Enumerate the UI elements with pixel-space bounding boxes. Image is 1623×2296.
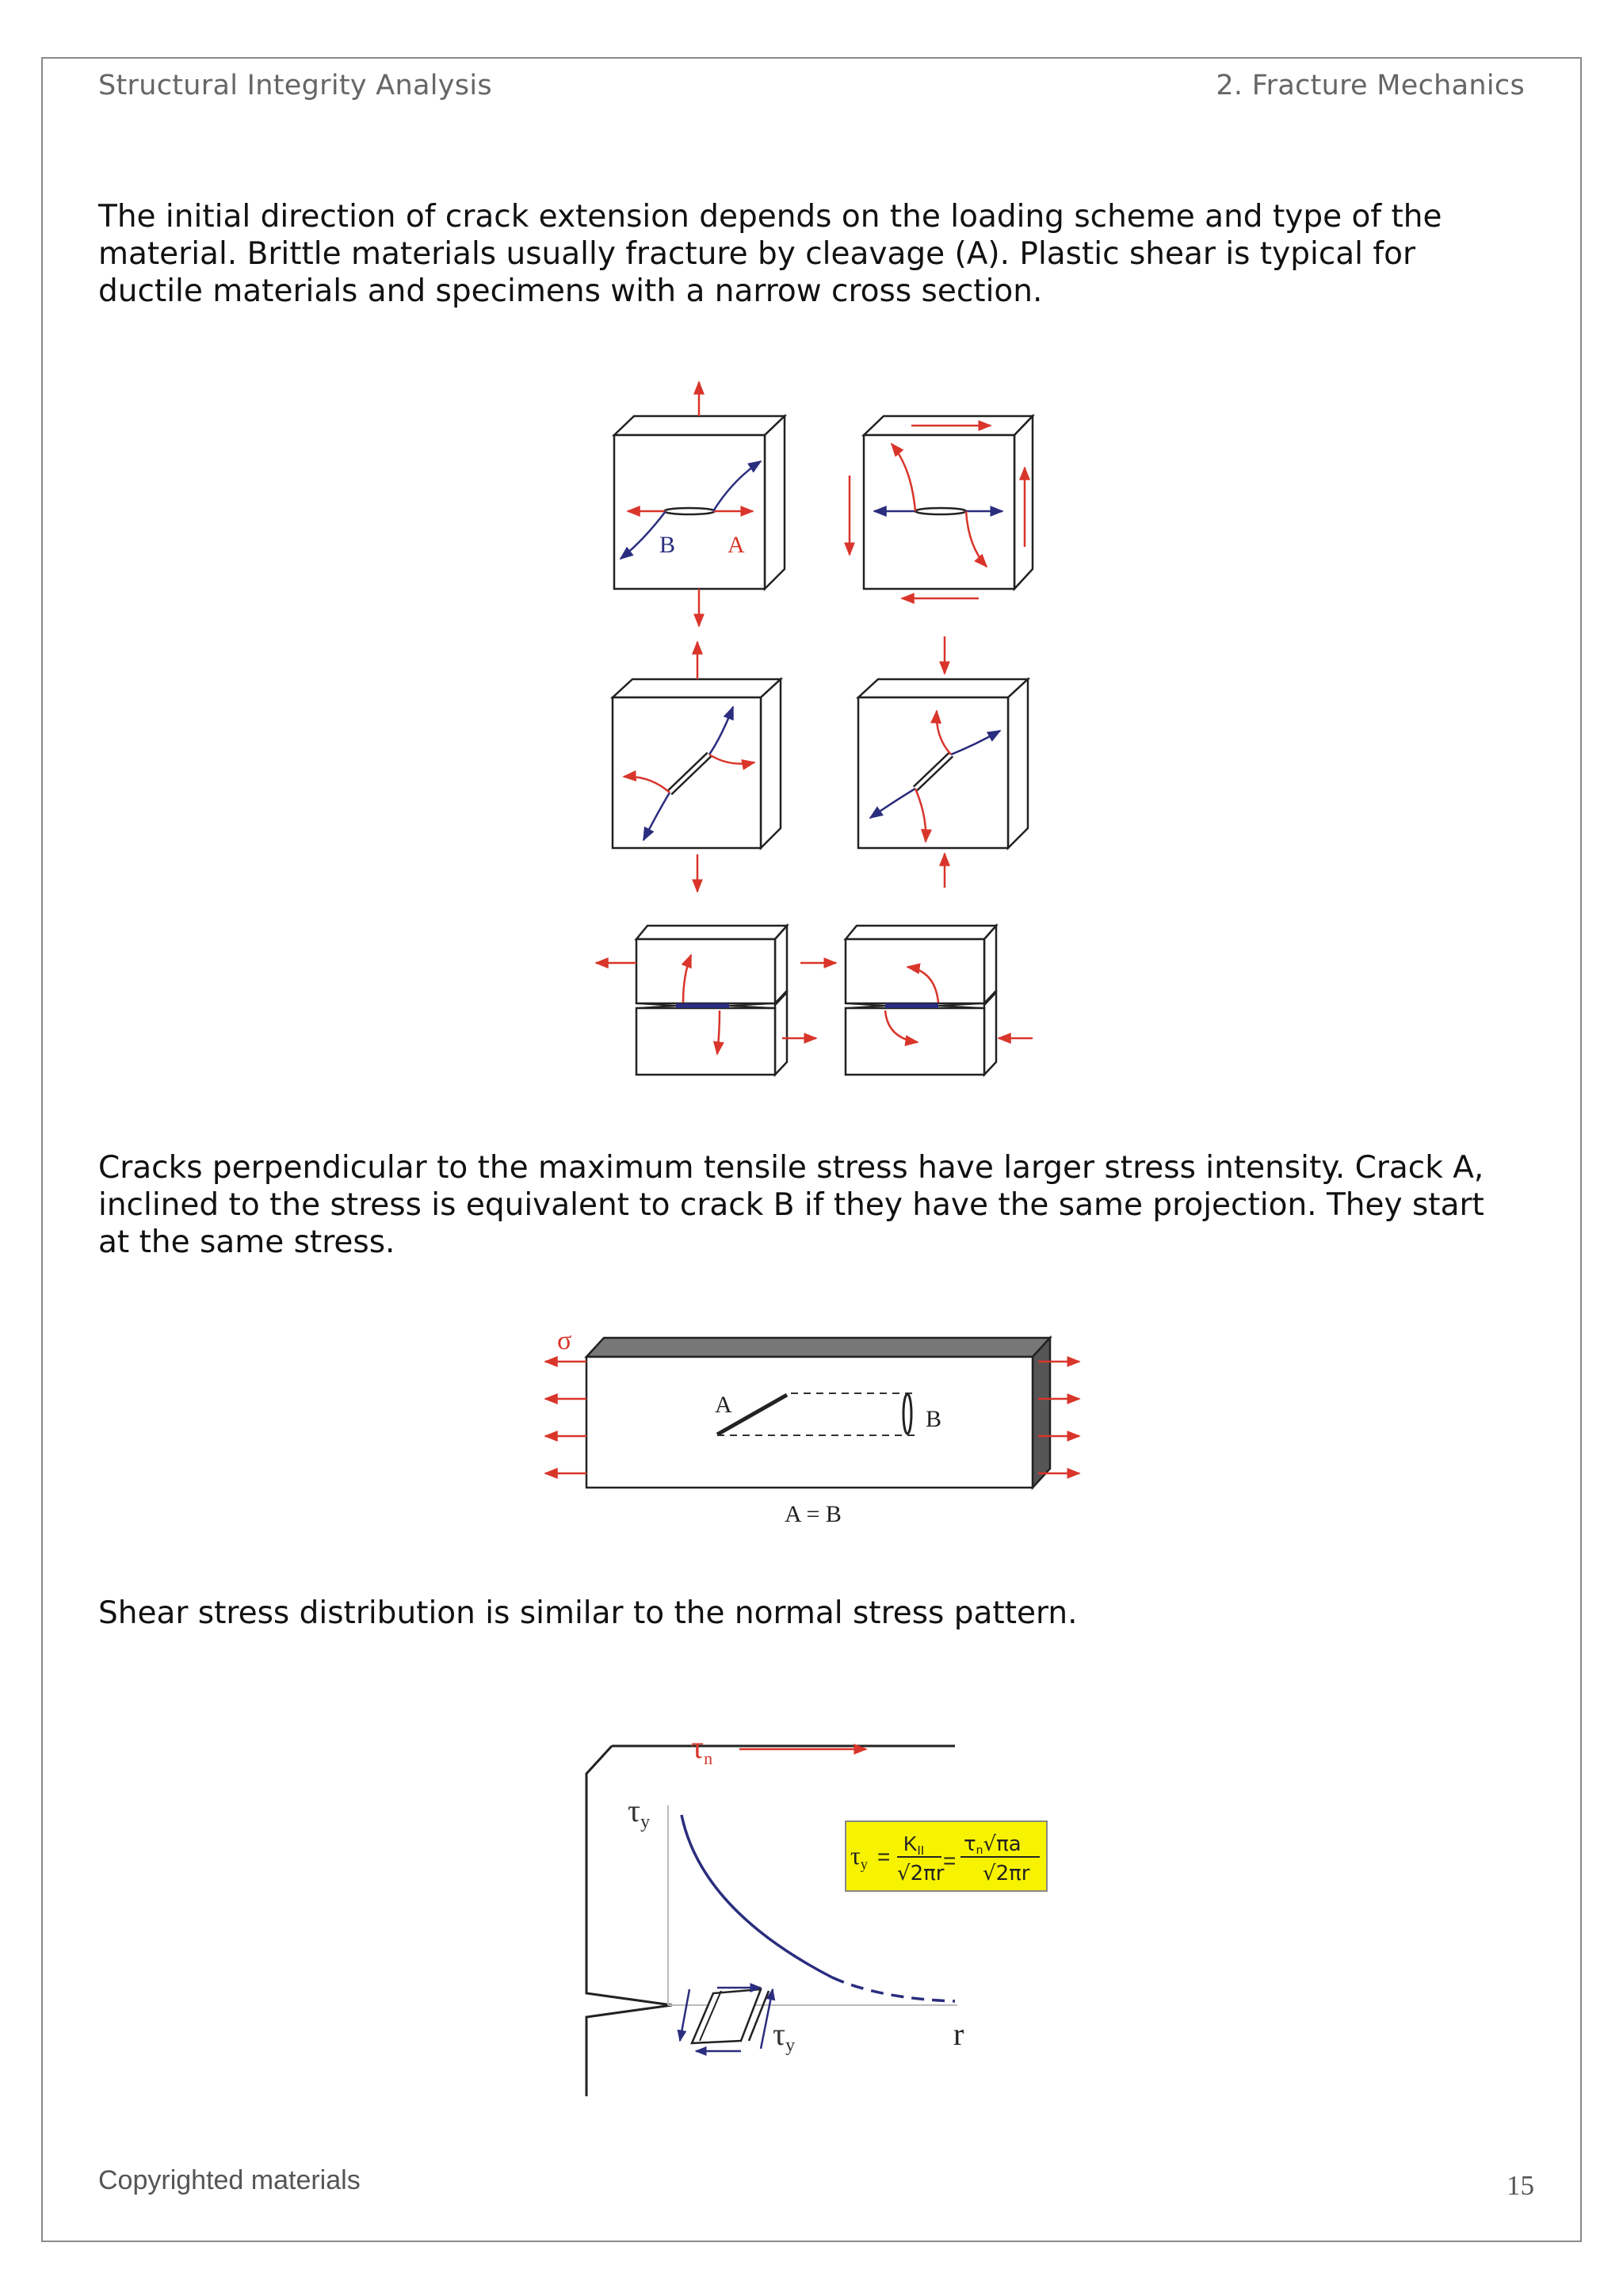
formula-num2: τn√πa	[964, 1832, 1022, 1857]
label-crack-b: B	[926, 1406, 942, 1432]
shear-element	[680, 1988, 773, 2051]
label-tau-y-axis: $\tau_y$	[628, 1793, 651, 1832]
formula-num1: KII	[903, 1832, 925, 1858]
label-tau-y-element: $\tau_y$	[773, 2016, 796, 2056]
stress-curve-dashed	[832, 1977, 955, 2001]
stress-curve-solid	[682, 1815, 832, 1977]
label-a-box1: A	[727, 532, 745, 558]
specimen-outline	[586, 1746, 955, 2096]
formula-box	[846, 1821, 1047, 1891]
formula-eq1: =	[877, 1844, 891, 1869]
formula-lhs: τy	[850, 1841, 868, 1872]
footer-copyright: Copyrighted materials	[98, 2165, 361, 2195]
label-tau-n: $\tau_n$	[691, 1729, 713, 1768]
paragraph-crack-equivalence: Cracks perpendicular to the maximum tensile stress have larger stress intensity. Crack A, inclined to the stress is equivalent to crack B if they have the same projection. They start at the same stress.	[98, 1150, 1484, 1260]
paragraph-crack-direction: The initial direction of crack extension depends on the loading scheme and type of the material. Brittle materials usually fracture by cleavage (A). Plastic shear is typical for ductile materials and specimens with a narrow cross section.	[98, 199, 1442, 309]
page-number: 15	[1507, 2170, 1534, 2201]
running-header-title: Structural Integrity Analysis	[98, 70, 492, 101]
label-b-box1: B	[659, 532, 676, 558]
paragraph-shear-stress: Shear stress distribution is similar to the normal stress pattern.	[98, 1595, 1078, 1631]
label-sigma: σ	[557, 1326, 572, 1355]
formula-den1: √2πr	[897, 1862, 945, 1885]
label-r: r	[953, 2016, 964, 2052]
formula-den2: √2πr	[983, 1862, 1030, 1885]
label-a-equals-b: A = B	[785, 1501, 842, 1527]
label-crack-a: A	[715, 1392, 732, 1418]
running-header-chapter: 2. Fracture Mechanics	[1216, 70, 1525, 101]
formula-eq2: =	[943, 1848, 957, 1873]
